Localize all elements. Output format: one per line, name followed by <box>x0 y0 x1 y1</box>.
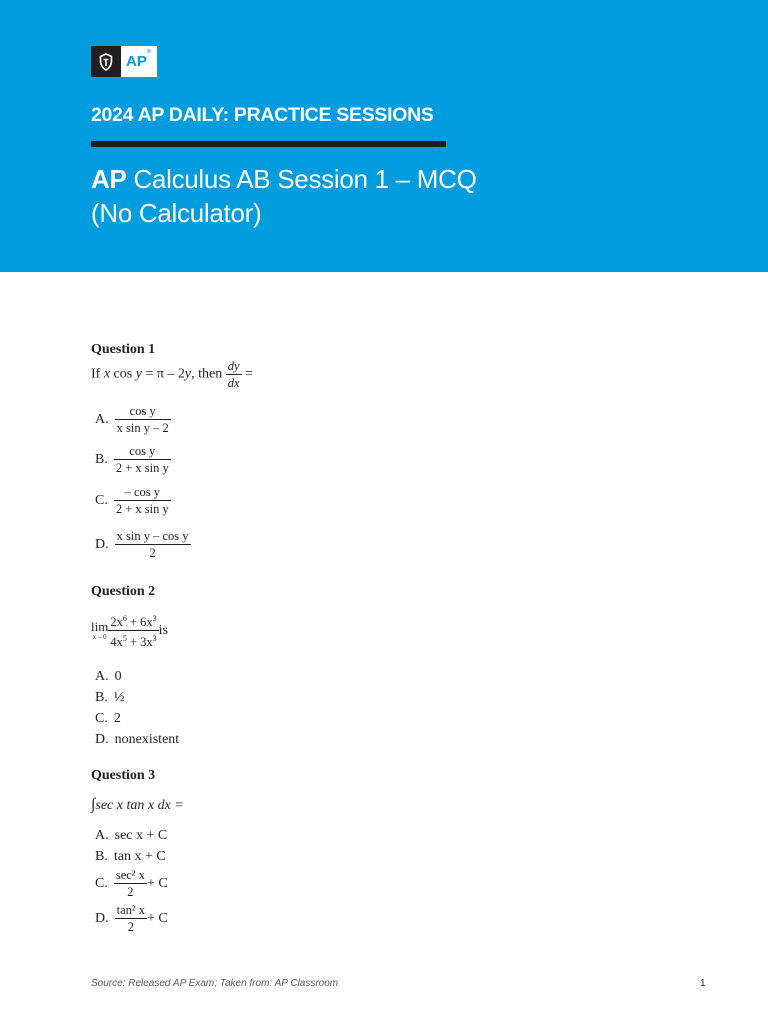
q2-den-a: 4x <box>110 635 123 650</box>
logo-text <box>121 46 151 77</box>
page-number: 1 <box>700 978 706 989</box>
option-label: A. <box>95 411 109 427</box>
option-label: C. <box>95 711 108 726</box>
q3-body: sec x tan x dx = <box>95 798 184 813</box>
q2-den-mid: + 3x <box>126 635 153 650</box>
option-den: 2 <box>115 918 147 935</box>
question-2-heading: Question 2 <box>91 584 156 599</box>
lim-sub: x→0 <box>92 632 107 641</box>
q1-dy: dy <box>227 359 240 373</box>
q3-option-c <box>95 867 168 900</box>
q2-option-a <box>95 669 122 685</box>
q1-option-a <box>95 403 171 436</box>
option-fraction <box>115 902 147 935</box>
option-fraction <box>114 443 171 476</box>
title-line1: Calculus AB Session 1 – MCQ <box>126 164 477 194</box>
q1-dx: dx <box>227 376 240 390</box>
option-label: D. <box>95 536 109 552</box>
option-num: sec² x <box>115 868 145 882</box>
q2-option-c <box>95 711 121 727</box>
title-line2: (No Calculator) <box>91 198 262 228</box>
option-text: nonexistent <box>114 732 180 747</box>
q2-fraction <box>108 611 158 650</box>
q1-cos: cos <box>113 366 136 382</box>
q2-option-b <box>95 690 124 706</box>
option-text: sec x + C <box>114 828 168 843</box>
option-text: 2 <box>113 711 121 726</box>
q3-option-a <box>95 828 167 844</box>
option-label: B. <box>95 690 108 705</box>
title-ap: AP <box>91 164 127 194</box>
q1-derivative <box>226 358 242 391</box>
question-1-prompt <box>91 358 253 391</box>
header-banner <box>0 0 768 272</box>
q2-num-b-exp: 3 <box>152 614 157 623</box>
q2-den-b-exp: 3 <box>152 634 157 644</box>
option-fraction <box>114 867 147 900</box>
q1-option-c <box>95 484 171 517</box>
q2-num-mid: + 6x <box>126 615 153 630</box>
option-label: B. <box>95 451 108 467</box>
option-label: C. <box>95 492 108 508</box>
lim-text: lim <box>91 618 109 634</box>
source-footnote: Source: Released AP Exam; Taken from: AP Classroom <box>91 978 339 989</box>
option-label: A. <box>95 669 109 684</box>
option-den: 2 + x sin y <box>115 502 169 516</box>
ap-logo <box>91 46 157 77</box>
q1-end: = <box>241 366 253 382</box>
divider <box>91 141 446 147</box>
q1-option-b <box>95 443 171 476</box>
q1-option-d <box>95 528 191 561</box>
option-den: 2 + x sin y <box>115 461 169 475</box>
option-tail: + C <box>146 875 168 891</box>
q2-num-a-exp: 6 <box>122 614 127 623</box>
question-2-prompt <box>91 611 168 650</box>
option-tail: + C <box>147 910 168 926</box>
q3-option-b <box>95 849 166 865</box>
option-num: – cos y <box>124 485 160 499</box>
option-fraction <box>115 403 171 436</box>
q2-end: is <box>158 622 168 638</box>
option-label: D. <box>95 732 109 747</box>
q1-y2: y <box>184 366 192 382</box>
question-1-heading: Question 1 <box>91 342 156 357</box>
series-title: 2024 AP DAILY: PRACTICE SESSIONS <box>91 104 434 126</box>
q2-option-d <box>95 732 179 748</box>
q1-then: , then <box>191 366 226 382</box>
acorn-shield-icon <box>91 46 121 77</box>
q1-eq: = π – 2 <box>141 366 185 382</box>
option-den: x sin y – 2 <box>116 421 169 435</box>
q2-den-a-exp: 5 <box>122 634 127 644</box>
q2-num-a: 2x <box>110 615 123 630</box>
page-title <box>91 162 477 230</box>
option-label: D. <box>95 910 109 926</box>
logo-ap: AP <box>126 53 147 70</box>
q2-denominator <box>108 630 158 650</box>
question-3-prompt <box>91 796 184 814</box>
option-text: 0 <box>114 669 122 684</box>
option-text: tan x + C <box>113 849 166 864</box>
option-num: cos y <box>129 444 156 458</box>
option-num: tan² x <box>116 903 146 917</box>
option-fraction <box>114 484 171 517</box>
option-num: cos y <box>129 404 156 418</box>
option-text: ½ <box>113 690 125 705</box>
q1-y: y <box>135 366 142 382</box>
q1-lead: If <box>91 366 104 382</box>
option-den: 2 <box>115 544 191 561</box>
option-num: x sin y – cos y <box>116 529 189 543</box>
option-fraction <box>115 528 191 561</box>
option-label: A. <box>95 828 109 843</box>
q3-option-d <box>95 902 168 935</box>
option-label: C. <box>95 875 108 891</box>
limit <box>91 618 109 641</box>
question-3-heading: Question 3 <box>91 768 156 783</box>
option-label: B. <box>95 849 108 864</box>
option-den: 2 <box>114 883 147 900</box>
q2-numerator <box>108 611 158 630</box>
integral-sign: ∫ <box>91 796 96 813</box>
q1-x: x <box>103 366 111 382</box>
logo-registered: ® <box>146 49 151 55</box>
